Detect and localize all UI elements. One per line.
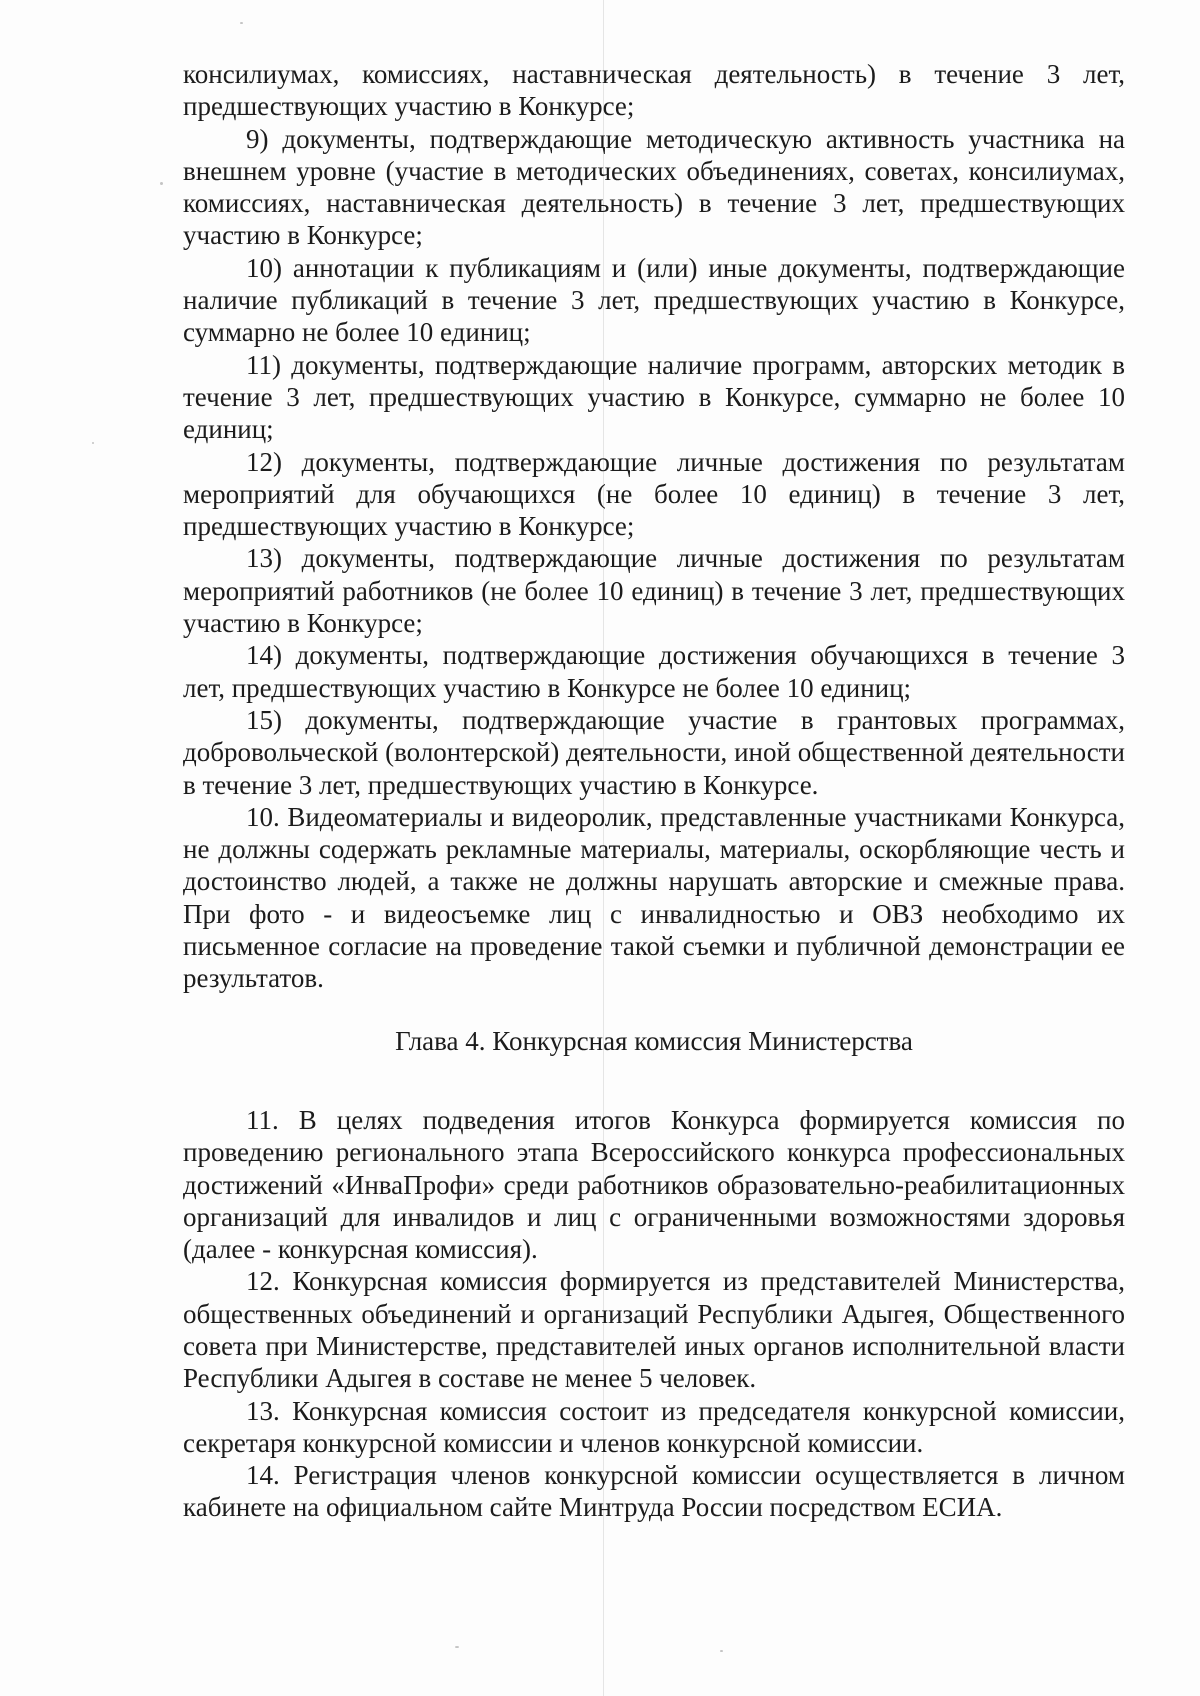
paragraph-clause-10: 10. Видеоматериалы и видеоролик, представленные участниками Конкурса, не должны содержать рекламные материалы, материалы, оскорбляющие честь и достоинство людей, а также не должны нарушать авторские и смежные права. При фото - и видеосъемке лиц с инвалидностью и ОВЗ необходимо их письменное согласие на проведение такой съемки и публичной демонстрации ее результатов. [183,801,1125,994]
scan-speck [720,1650,723,1652]
scan-speck [240,22,243,24]
paragraph-item-12: 12) документы, подтверждающие личные достижения по результатам мероприятий для обучающихся (не более 10 единиц) в течение 3 лет, предшествующих участию в Конкурсе; [183,446,1125,542]
paragraph-continuation: консилиумах, комиссиях, наставническая деятельность) в течение 3 лет, предшествующих участию в Конкурсе; [183,59,1125,122]
paragraph-item-15: 15) документы, подтверждающие участие в грантовых программах, добровольческой (волонтерской) деятельности, иной общественной деятельности в течение 3 лет, предшествующих участию в Конкурсе. [183,704,1125,800]
paragraph-item-9: 9) документы, подтверждающие методическую активность участника на внешнем уровне (участие в методических объединениях, советах, консилиумах, комиссиях, наставническая деятельность) в течение 3 лет, предшествующих участию в Конкурсе; [183,123,1125,251]
paragraph-item-11: 11) документы, подтверждающие наличие программ, авторских методик в течение 3 лет, предшествующих участию в Конкурсе, суммарно не более 10 единиц; [183,349,1125,445]
paragraph-clause-11: 11. В целях подведения итогов Конкурса формируется комиссия по проведению регионального этапа Всероссийского конкурса профессиональных достижений «ИнваПрофи» среди работников образовательно-реабилитационных организаций для инвалидов и лиц с ограниченными возможностями здоровья (далее - конкурсная комиссия). [183,1104,1125,1265]
paragraph-clause-14: 14. Регистрация членов конкурсной комиссии осуществляется в личном кабинете на официальном сайте Минтруда России посредством ЕСИА. [183,1460,1125,1523]
paragraph-item-13: 13) документы, подтверждающие личные достижения по результатам мероприятий работников (не более 10 единиц) в течение 3 лет, предшествующих участию в Конкурсе; [183,543,1125,639]
document-body [183,58,1125,1524]
paragraph-clause-12: 12. Конкурсная комиссия формируется из представителей Министерства, общественных объединений и организаций Республики Адыгея, Общественного совета при Министерстве, представителей иных органов исполнительной власти Республики Адыгея в составе не менее 5 человек. [183,1266,1125,1394]
paragraph-item-14: 14) документы, подтверждающие достижения обучающихся в течение 3 лет, предшествующих участию в Конкурсе не более 10 единиц; [183,640,1125,703]
scan-speck [1108,1120,1110,1123]
scan-speck [92,442,94,444]
scan-speck [455,1646,459,1648]
paragraph-clause-13: 13. Конкурсная комиссия состоит из председателя конкурсной комиссии, секретаря конкурсной комиссии и членов конкурсной комиссии. [183,1395,1125,1458]
scan-speck [160,182,163,185]
paragraph-item-10: 10) аннотации к публикациям и (или) иные документы, подтверждающие наличие публикаций в течение 3 лет, предшествующих участию в Конкурсе, суммарно не более 10 единиц; [183,252,1125,348]
chapter-heading: Глава 4. Конкурсная комиссия Министерства [395,1025,913,1056]
